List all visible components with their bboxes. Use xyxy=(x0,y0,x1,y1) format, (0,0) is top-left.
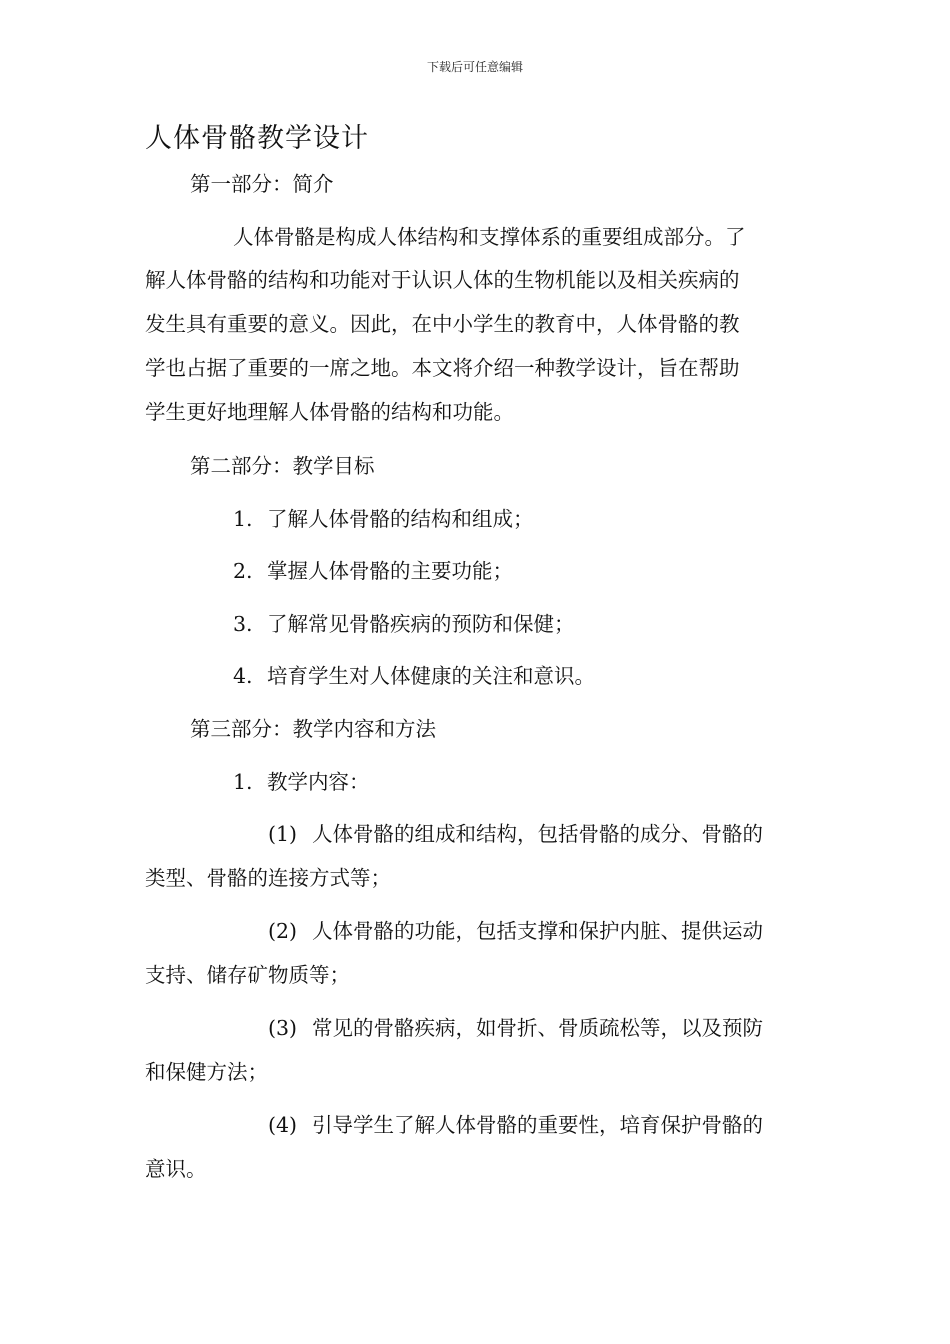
content-point xyxy=(268,1016,763,1040)
goal-list-item xyxy=(233,559,513,583)
header-note: 下载后可任意编辑 xyxy=(426,60,523,74)
section-heading-goals: 第二部分：教学目标 xyxy=(190,454,375,478)
goal-text: 了解人体骨骼的结构和组成； xyxy=(267,507,534,531)
goal-text: 掌握人体骨骼的主要功能； xyxy=(267,559,513,583)
goal-number: 1. xyxy=(233,507,253,531)
goal-number: 4. xyxy=(233,664,253,688)
point-text: 常见的骨骼疾病，如骨折、骨质疏松等，以及预防 xyxy=(312,1016,763,1040)
goal-number: 2. xyxy=(233,559,253,583)
content-item-text: 教学内容： xyxy=(267,770,370,794)
goal-text: 了解常见骨骼疾病的预防和保健； xyxy=(267,612,575,636)
point-text: 人体骨骼的功能，包括支撑和保护内脏、提供运动 xyxy=(312,919,763,943)
point-number: (2) xyxy=(268,919,298,943)
point-text: 人体骨骼的组成和结构，包括骨骼的成分、骨骼的 xyxy=(312,822,763,846)
point-number: (1) xyxy=(268,822,298,846)
content-point xyxy=(268,919,763,943)
goal-list-item xyxy=(233,612,575,636)
content-point xyxy=(268,1113,763,1137)
goal-number: 3. xyxy=(233,612,253,636)
point-number: (3) xyxy=(268,1016,298,1040)
content-point-continuation: 支持、储存矿物质等； xyxy=(145,963,350,987)
content-point-continuation: 和保健方法； xyxy=(145,1060,268,1084)
section-heading-content: 第三部分：教学内容和方法 xyxy=(190,717,436,741)
content-item-number: 1. xyxy=(233,770,253,794)
intro-paragraph-line: 人体骨骼是构成人体结构和支撑体系的重要组成部分。了 xyxy=(233,225,746,249)
goal-list-item xyxy=(233,507,534,531)
content-point xyxy=(268,822,763,846)
point-text: 引导学生了解人体骨骼的重要性，培育保护骨骼的 xyxy=(312,1113,763,1137)
section-heading-intro: 第一部分：简介 xyxy=(190,172,334,196)
document-title: 人体骨骼教学设计 xyxy=(145,123,369,154)
point-number: (4) xyxy=(268,1113,298,1137)
content-point-continuation: 类型、骨骼的连接方式等； xyxy=(145,866,391,890)
content-list-item xyxy=(233,770,370,794)
intro-paragraph-line: 解人体骨骼的结构和功能对于认识人体的生物机能以及相关疾病的 xyxy=(145,268,740,292)
intro-paragraph-line: 学生更好地理解人体骨骼的结构和功能。 xyxy=(145,400,514,424)
intro-paragraph-line: 学也占据了重要的一席之地。本文将介绍一种教学设计，旨在帮助 xyxy=(145,356,740,380)
intro-paragraph-line: 发生具有重要的意义。因此，在中小学生的教育中，人体骨骼的教 xyxy=(145,312,740,336)
goal-text: 培育学生对人体健康的关注和意识。 xyxy=(267,664,595,688)
content-point-continuation: 意识。 xyxy=(145,1157,207,1181)
goal-list-item xyxy=(233,664,595,688)
